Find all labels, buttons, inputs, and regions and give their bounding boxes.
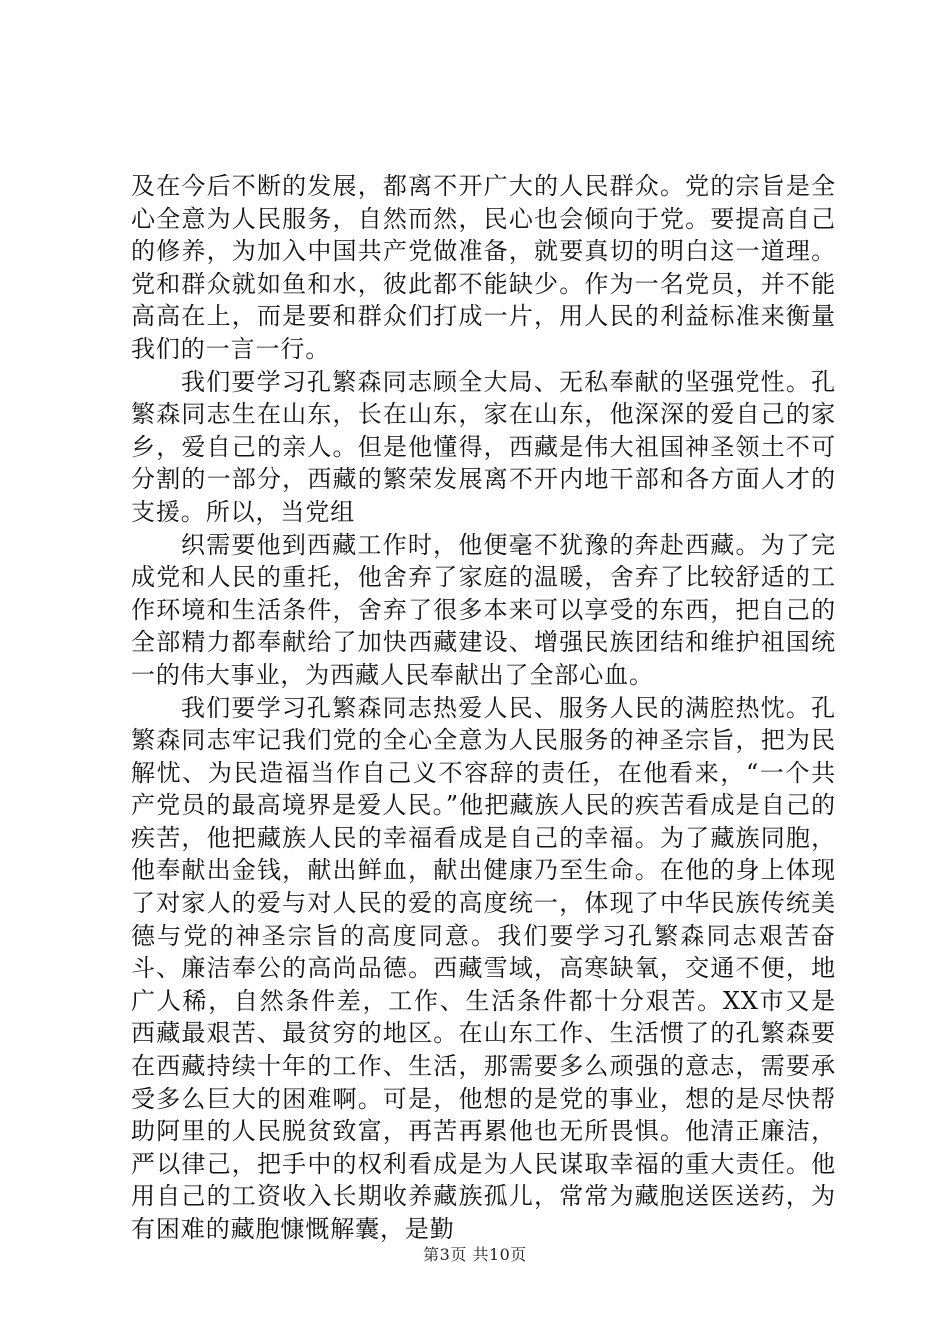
paragraph-3: 织需要他到西藏工作时，他便毫不犹豫的奔赴西藏。为了完成党和人民的重托，他舍弃了家庭的温暖，舍弃了比较舒适的工作环境和生活条件，舍弃了很多本来可以享受的东西，把自己的全部精力都奉献给了加快西藏建设、增强民族团结和维护祖国统一的伟大事业，为西藏人民奉献出了全部心血。 (131, 530, 836, 689)
paragraph-2: 我们要学习孔繁森同志顾全大局、无私奉献的坚强党性。孔繁森同志生在山东，长在山东，家在山东，他深深的爱自己的家乡，爱自己的亲人。但是他懂得，西藏是伟大祖国神圣领土不可分割的一部分，西藏的繁荣发展离不开内地干部和各方面人才的支援。所以，当党组 (131, 367, 836, 526)
page-number-footer: 第3页 共10页 (423, 1245, 527, 1264)
paragraph-1: 及在今后不断的发展，都离不开广大的人民群众。党的宗旨是全心全意为人民服务，自然而然，民心也会倾向于党。要提高自己的修养，为加入中国共产党做准备，就要真切的明白这一道理。党和群众就如鱼和水，彼此都不能缺少。作为一名党员，并不能高高在上，而是要和群众们打成一片，用人民的利益标准来衡量我们的一言一行。 (131, 172, 836, 363)
document-body (131, 170, 836, 1246)
paragraph-4: 我们要学习孔繁森同志热爱人民、服务人民的满腔热忱。孔繁森同志牢记我们党的全心全意为人民服务的神圣宗旨，把为民解忧、为民造福当作自己义不容辞的责任，在他看来，“一个共产党员的最高境界是爱人民。”他把藏族人民的疾苦看成是自己的疾苦，他把藏族人民的幸福看成是自己的幸福。为了藏族同胞，他奉献出金钱，献出鲜血，献出健康乃至生命。在他的身上体现了对家人的爱与对人民的爱的高度统一，体现了中华民族传统美德与党的神圣宗旨的高度同意。我们要学习孔繁森同志艰苦奋斗、廉洁奉公的高尚品德。西藏雪域，高寒缺氧，交通不便，地广人稀，自然条件差，工作、生活条件都十分艰苦。XX市又是西藏最艰苦、最贫穷的地区。在山东工作、生活惯了的孔繁森要在西藏持续十年的工作、生活，那需要多么顽强的意志，需要承受多么巨大的困难啊。可是，他想的是党的事业，想的是尽快帮助阿里的人民脱贫致富，再苦再累他也无所畏惧。他清正廉洁，严以律己，把手中的权利看成是为人民谋取幸福的重大责任。他用自己的工资收入长期收养藏族孤儿，常常为藏胞送医送药，为有困难的藏胞慷慨解囊，是勤 (131, 693, 836, 1243)
